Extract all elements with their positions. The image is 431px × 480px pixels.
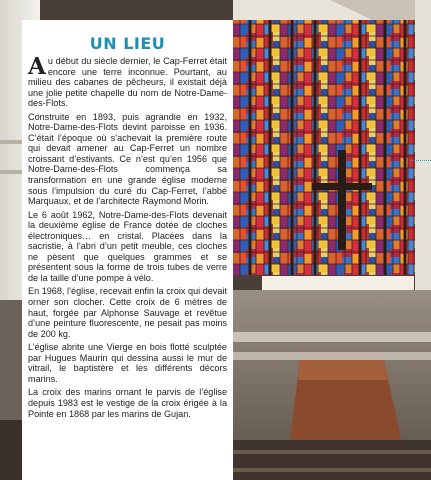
paragraph-sailors-cross: La croix des marins ornant le parvis de l’église depuis 1983 est le vestige de la croix érigée à la Pointe en 1868 par les marins de Gujan.: [28, 387, 227, 419]
drop-cap: A: [28, 53, 46, 80]
paragraph-intro: [28, 53, 227, 109]
paragraph-bells: Le 6 août 1962, Notre-Dame-des-Flots devenait la deuxième église de France dotée de cloches électroniques… en cristal. Placées dans la sacristie, à l’abri d’un petit meuble, ces cloches ne pèsent que quelques grammes et se présentent sous la forme de trois tubes de verre de la taille d’une pompe à vélo.: [28, 209, 227, 283]
article-title: UN LIEU: [89, 34, 166, 53]
article-card: [22, 20, 233, 480]
dotted-accent-line: [410, 160, 431, 161]
paragraph-virgin: L’église abrite une Vierge en bois flotté sculptée par Hugues Maurin qui dessina aussi le mur de vitrail, le baptistère et les différents décors marins.: [28, 342, 227, 384]
paragraph-construction: Construite en 1893, puis agrandie en 1932, Notre-Dame-des-Flots devint paroisse en 1936. C’était l’époque où s’achevait la première route qui devait amener au Cap-Ferret un nombre croissant d’estivants. Ce n’est qu’en 1956 que Notre-Dame-des-Flots commença sa transformation en une grande église moderne sous l’impulsion du curé du Cap-Ferret, l’abbé Marquaux, et de l’architecte Raymond Morin.: [28, 111, 227, 207]
paragraph-intro-text: u début du siècle dernier, le Cap-Ferret était encore une terre inconnue. Pourtant, au milieu des cabanes de pêcheurs, il existait déjà une jolie petite chapelle du nom de Notre-Dame-des-Flots.: [28, 56, 227, 109]
paragraph-cross: En 1968, l’église, recevait enfin la croix qui devait orner son clocher. Cette croix de 6 mètres de haut, forgée par Alphonse Sauvage et revêtue d’une peinture fluorescente, ne pesait pas moins de 200 kg.: [28, 286, 227, 339]
